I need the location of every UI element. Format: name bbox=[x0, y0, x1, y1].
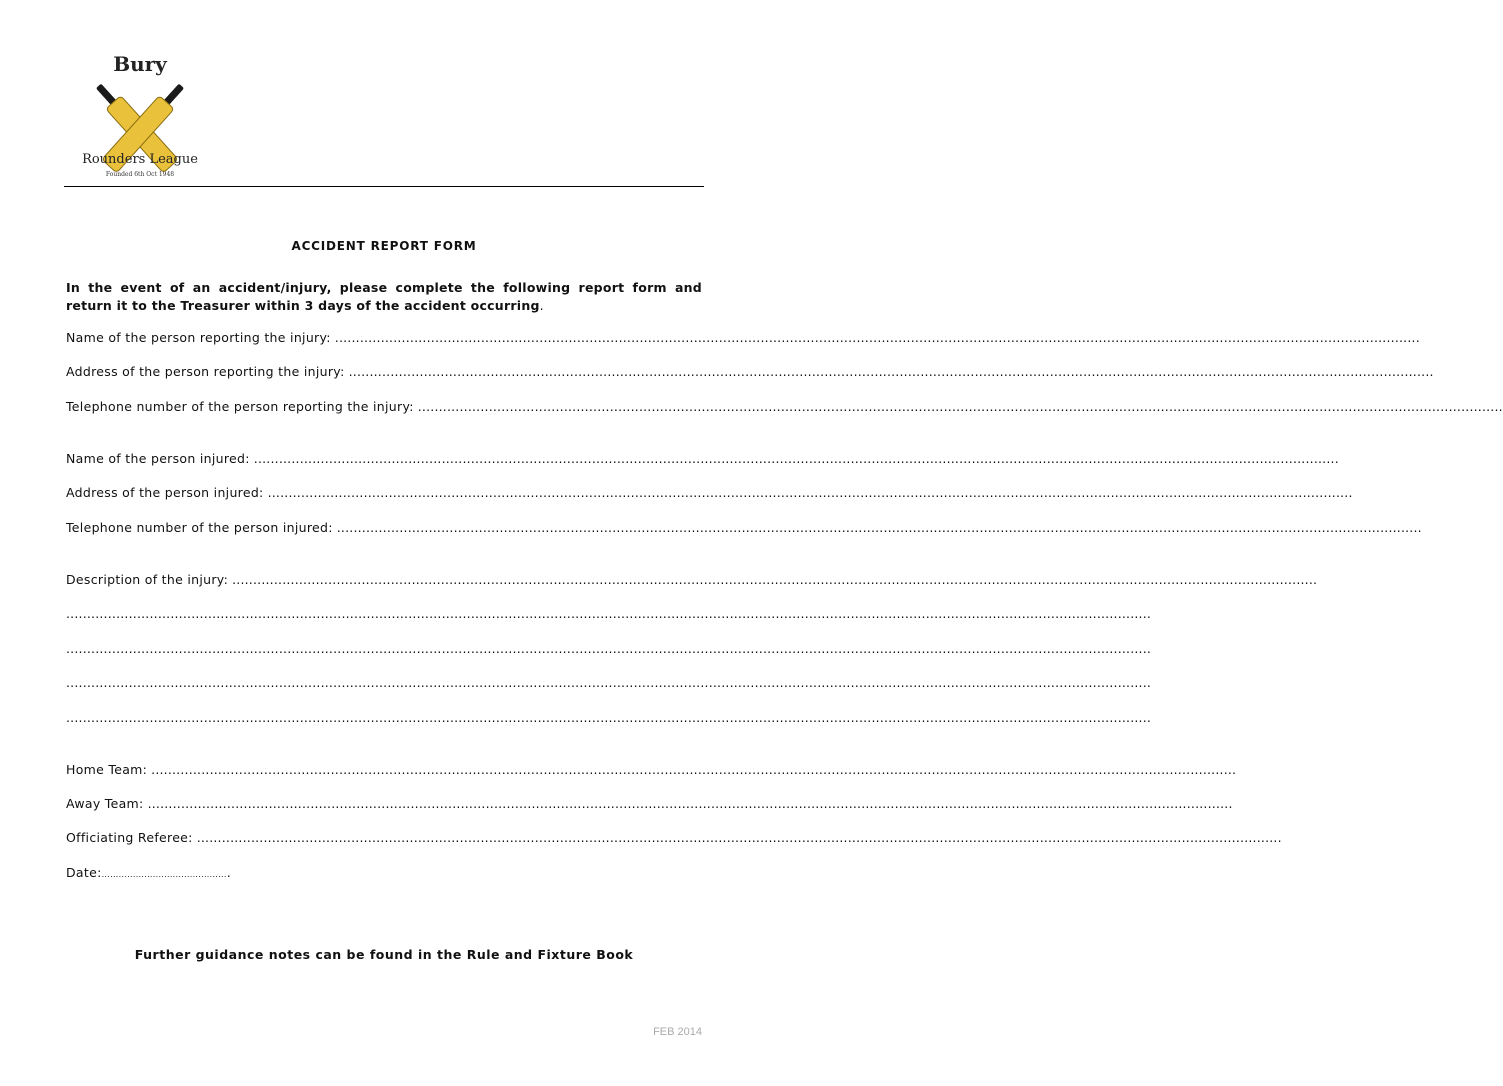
field-label: Name of the person reporting the injury: bbox=[66, 330, 331, 345]
fill-line[interactable]: .................................................................................................................................................................................................................................................................... bbox=[66, 641, 1152, 656]
intro-paragraph bbox=[66, 279, 702, 315]
field-label: Away Team: bbox=[66, 796, 144, 811]
fill-line[interactable]: .................................................................................................................................................................................................................................................................... bbox=[417, 399, 1503, 414]
field-label: Description of the injury: bbox=[66, 572, 229, 587]
intro-text: In the event of an accident/injury, please complete the following report form and return it to the Treasurer within 3 days of the accident occurring bbox=[66, 280, 702, 313]
date-field[interactable] bbox=[66, 865, 231, 880]
fill-line[interactable]: .................................................................................................................................................................................................................................................................... bbox=[267, 485, 1353, 500]
field-label: Address of the person reporting the injury: bbox=[66, 364, 345, 379]
footer-note: Further guidance notes can be found in the Rule and Fixture Book bbox=[134, 947, 634, 962]
fill-line[interactable]: .................................................................................................................................................................................................................................................................... bbox=[151, 762, 1237, 777]
header-divider bbox=[64, 186, 704, 187]
referee-field[interactable] bbox=[66, 830, 1282, 848]
away-team-field[interactable] bbox=[66, 796, 1233, 814]
description-line-5[interactable] bbox=[66, 710, 1152, 728]
fill-line[interactable]: .................................................................................................................................................................................................................................................................... bbox=[66, 606, 1152, 621]
description-line-4[interactable] bbox=[66, 675, 1152, 693]
field-label: Name of the person injured: bbox=[66, 451, 250, 466]
fill-line[interactable]: ............................................ bbox=[101, 870, 227, 879]
date-trailing-dot: . bbox=[226, 865, 231, 880]
fill-line[interactable]: .................................................................................................................................................................................................................................................................... bbox=[147, 796, 1233, 811]
revision-stamp: FEB 2014 bbox=[653, 1026, 702, 1038]
league-logo bbox=[78, 50, 208, 185]
description-line-2[interactable] bbox=[66, 606, 1152, 624]
injured-name-field[interactable] bbox=[66, 451, 1339, 469]
reporter-name-field[interactable] bbox=[66, 330, 1420, 348]
fill-line[interactable]: .................................................................................................................................................................................................................................................................... bbox=[348, 364, 1434, 379]
fill-line[interactable]: .................................................................................................................................................................................................................................................................... bbox=[232, 572, 1318, 587]
logo-subtitle: Rounders League bbox=[82, 152, 198, 167]
form-title: ACCIDENT REPORT FORM bbox=[291, 239, 477, 253]
field-label: Date: bbox=[66, 865, 102, 880]
injured-phone-field[interactable] bbox=[66, 520, 1422, 538]
field-label: Home Team: bbox=[66, 762, 148, 777]
injured-address-field[interactable] bbox=[66, 485, 1353, 503]
field-label: Officiating Referee: bbox=[66, 830, 193, 845]
logo-title: Bury bbox=[113, 52, 167, 76]
fill-line[interactable]: .................................................................................................................................................................................................................................................................... bbox=[336, 520, 1422, 535]
logo-founded: Founded 6th Oct 1948 bbox=[105, 171, 175, 178]
fill-line[interactable]: .................................................................................................................................................................................................................................................................... bbox=[253, 451, 1339, 466]
description-field[interactable] bbox=[66, 572, 1318, 590]
fill-line[interactable]: .................................................................................................................................................................................................................................................................... bbox=[66, 710, 1152, 725]
description-line-3[interactable] bbox=[66, 641, 1152, 659]
field-label: Telephone number of the person reporting the injury: bbox=[66, 399, 414, 414]
intro-period: . bbox=[539, 298, 544, 313]
fill-line[interactable]: .................................................................................................................................................................................................................................................................... bbox=[334, 330, 1420, 345]
field-label: Telephone number of the person injured: bbox=[66, 520, 333, 535]
reporter-phone-field[interactable] bbox=[66, 399, 1503, 417]
fill-line[interactable]: .................................................................................................................................................................................................................................................................... bbox=[196, 830, 1282, 845]
field-label: Address of the person injured: bbox=[66, 485, 264, 500]
home-team-field[interactable] bbox=[66, 762, 1237, 780]
fill-line[interactable]: .................................................................................................................................................................................................................................................................... bbox=[66, 675, 1152, 690]
reporter-address-field[interactable] bbox=[66, 364, 1434, 382]
